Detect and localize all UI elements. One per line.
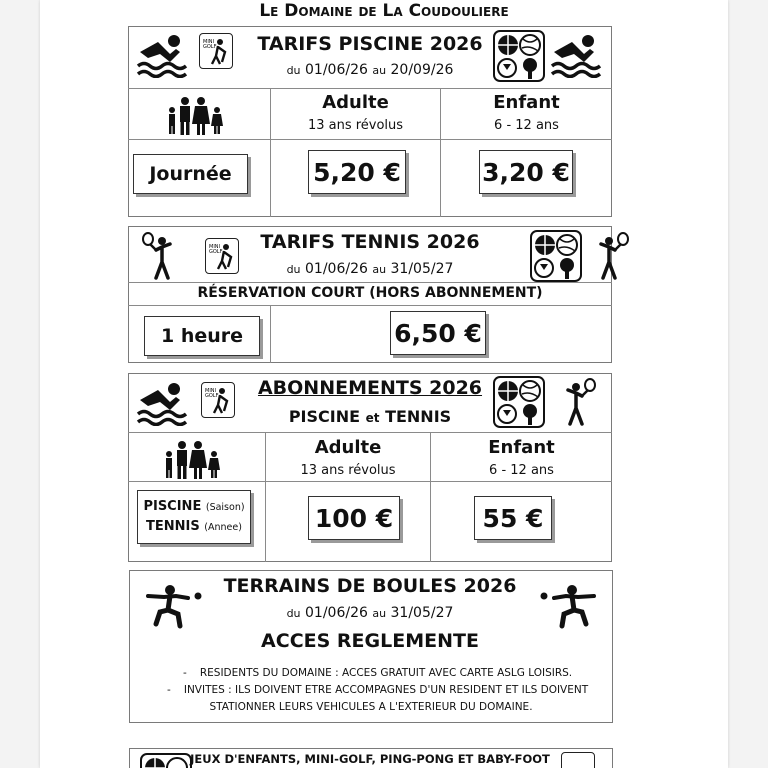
boules-rule-2b: STATIONNER LEURS VEHICULES A L'EXTERIEUR DU DOMAINE.: [209, 701, 533, 713]
swimmer-icon: [550, 32, 602, 78]
tennis-player-icon: [140, 232, 178, 280]
svg-text:GOLF: GOLF: [205, 393, 219, 399]
abonnements-subtitle: PISCINE et TENNIS: [288, 407, 452, 426]
tennis-player-icon: [560, 378, 598, 426]
tennis-subheader: RÉSERVATION COURT (HORS ABONNEMENT): [197, 285, 543, 301]
tennis-price: 6,50 €: [390, 311, 486, 355]
piscine-col-child: Enfant: [493, 92, 560, 113]
svg-text:GOLF: GOLF: [203, 44, 217, 50]
abonnements-col-adult-sub: 13 ans révolus: [300, 463, 396, 478]
abonnements-col-child: Enfant: [488, 437, 555, 458]
jeux-title: JEUX D'ENFANTS, MINI-GOLF, PING-PONG ET BABY-FOOT: [190, 752, 550, 766]
price-sheet: [40, 0, 728, 768]
piscine-price-child: 3,20 €: [479, 150, 573, 194]
piscine-dates: du 01/06/26 au 20/09/26: [286, 62, 454, 78]
boules-dates: du 01/06/26 au 31/05/27: [286, 605, 454, 621]
boules-rule-2: - INVITES : ILS DOIVENT ETRE ACCOMPAGNES D'UN RESIDENT ET ILS DOIVENT: [166, 684, 589, 696]
boules-rule-1: - RESIDENTS DU DOMAINE : ACCES GRATUIT AVEC CARTE ASLG LOISIRS.: [182, 667, 573, 679]
piscine-row-journee: Journée: [133, 154, 248, 194]
tennis-title: TARIFS TENNIS 2026: [260, 231, 480, 253]
piscine-col-child-sub: 6 - 12 ans: [494, 118, 559, 133]
abonnements-title: ABONNEMENTS 2026: [257, 377, 483, 399]
sport-balls-icon: [493, 376, 545, 428]
sport-balls-icon: [493, 30, 545, 82]
tennis-row-1h: 1 heure: [144, 316, 260, 356]
swimmer-icon: [136, 32, 188, 78]
piscine-title: TARIFS PISCINE 2026: [257, 33, 483, 55]
piscine-col-adult-sub: 13 ans révolus: [307, 118, 404, 133]
abonnements-price-adult: 100 €: [308, 496, 400, 540]
svg-text:MINI: MINI: [203, 39, 215, 45]
abonnements-col-child-sub: 6 - 12 ans: [489, 463, 554, 478]
swimmer-icon: [136, 380, 188, 426]
page-title: Le Domaine de La Coudouliere: [259, 1, 509, 21]
family-icon: [165, 96, 225, 136]
tennis-player-icon: [593, 232, 631, 280]
svg-text:GOLF: GOLF: [209, 249, 223, 255]
svg-text:MINI: MINI: [205, 388, 217, 394]
abonnements-row-label: PISCINE (Saison) TENNIS (Annee): [137, 490, 251, 544]
sport-balls-icon: [530, 230, 582, 282]
tennis-dates: du 01/06/26 au 31/05/27: [286, 261, 454, 277]
abonnements-price-child: 55 €: [474, 496, 552, 540]
boules-rules: [129, 665, 613, 716]
svg-text:MINI: MINI: [209, 244, 221, 250]
minigolf-icon: [561, 752, 595, 768]
family-icon: [162, 440, 222, 480]
piscine-price-adult: 5,20 €: [308, 150, 406, 194]
boules-access: ACCES REGLEMENTE: [261, 630, 479, 652]
abonnements-col-adult: Adulte: [314, 437, 382, 458]
piscine-col-adult: Adulte: [322, 92, 389, 113]
boules-title: TERRAINS DE BOULES 2026: [223, 575, 517, 597]
